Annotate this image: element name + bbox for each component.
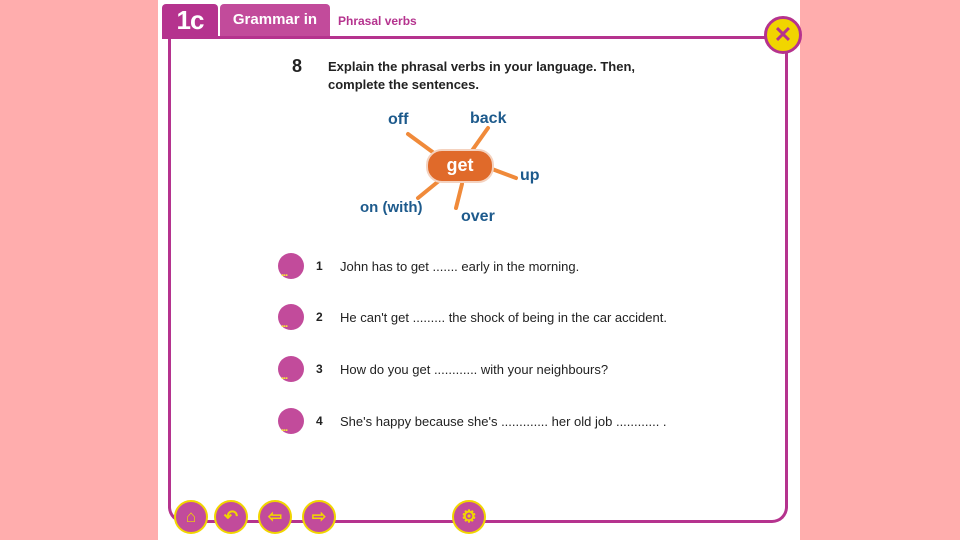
- app-window: [158, 0, 800, 540]
- answer-reveal-button[interactable]: ...: [278, 356, 304, 382]
- close-button[interactable]: [764, 16, 802, 54]
- home-icon: ⌂: [185, 507, 197, 526]
- arrow-right-icon: ⇨: [311, 507, 327, 526]
- particle-up: up: [520, 167, 540, 184]
- particle-back: back: [470, 110, 507, 127]
- sentence-number: 4: [316, 414, 323, 428]
- unit-tab[interactable]: 1c: [162, 4, 218, 36]
- particle-over: over: [461, 208, 495, 225]
- tools-icon: ⚙: [461, 507, 477, 526]
- sentence-text: How do you get ............ with your neighbours?: [340, 362, 609, 377]
- exercise-instruction: Explain the phrasal verbs in your language. Then, complete the sentences.: [328, 59, 636, 92]
- home-button[interactable]: [174, 500, 208, 534]
- particle-on-with: on (with): [360, 199, 423, 216]
- previous-button[interactable]: [258, 500, 292, 534]
- particle-off: off: [388, 111, 409, 128]
- center-verb: get: [426, 149, 494, 183]
- undo-icon: ↶: [223, 507, 239, 526]
- answer-reveal-button[interactable]: ...: [278, 304, 304, 330]
- header: [158, 0, 800, 60]
- tools-button[interactable]: [452, 500, 486, 534]
- close-icon: ✕: [773, 22, 793, 47]
- sentence-number: 1: [316, 259, 323, 273]
- answer-reveal-button[interactable]: ...: [278, 253, 304, 279]
- answer-reveal-button[interactable]: ...: [278, 408, 304, 434]
- sentence-text: John has to get ....... early in the morning.: [340, 259, 580, 274]
- sentence-number: 3: [316, 362, 323, 376]
- sentence-text: She's happy because she's ............. her old job ............ .: [340, 414, 667, 429]
- arrow-on-with: [418, 180, 440, 198]
- next-button[interactable]: [302, 500, 336, 534]
- undo-button[interactable]: [214, 500, 248, 534]
- arrow-over: [456, 184, 462, 208]
- section-tab[interactable]: Grammar in use: [220, 4, 330, 36]
- sentence-text: He can't get ......... the shock of being in the car accident.: [340, 310, 667, 325]
- arrow-left-icon: ⇦: [267, 507, 283, 526]
- sentence-number: 2: [316, 310, 323, 324]
- exercise-number: 8: [292, 56, 303, 76]
- topic-label: Phrasal verbs: [338, 14, 417, 28]
- arrow-up: [492, 169, 516, 178]
